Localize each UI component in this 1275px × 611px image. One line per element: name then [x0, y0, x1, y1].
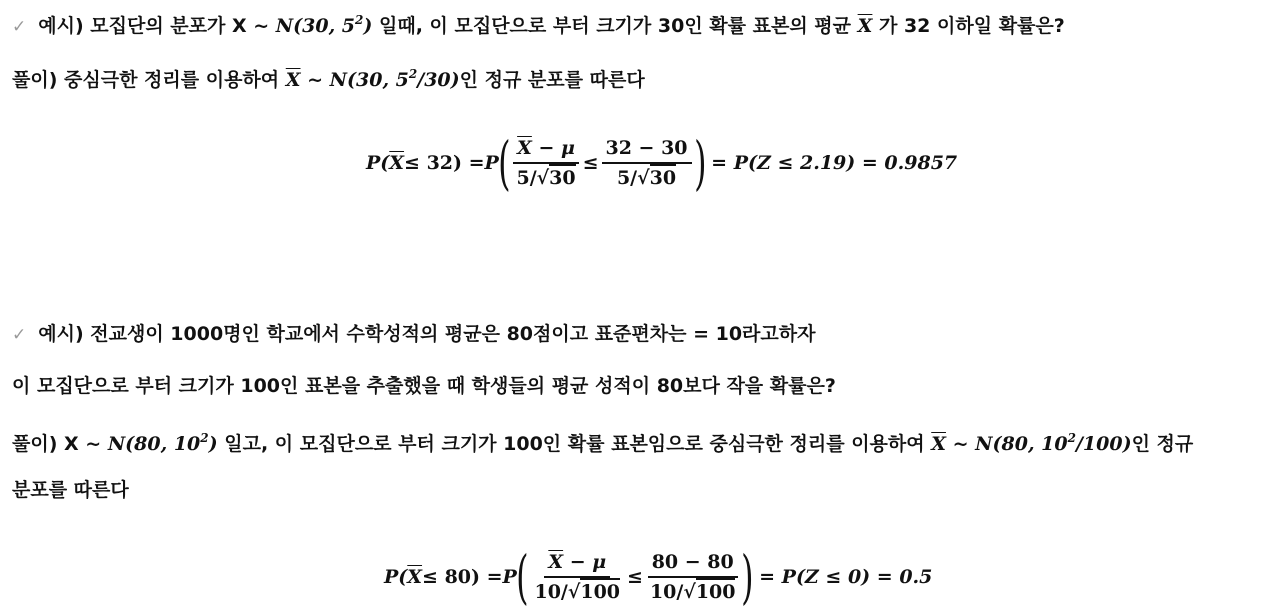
- example-1-distribution: N(30, $5^2$): [275, 13, 373, 37]
- xbar-symbol: $\overline{X}$: [389, 152, 405, 174]
- fraction-values: $\frac{80 - 80}{10/√100}$: [646, 551, 740, 603]
- example-1-end: 가 32 이하일 확률은?: [872, 15, 1065, 37]
- xbar-symbol: $\overline{X}$: [517, 137, 532, 159]
- solution-2-mid: 일고, 이 모집단으로 부터 크기가 100인 확률 표본임으로 중심극한 정리를 이용하여: [217, 433, 932, 455]
- formula-2: P( $\overline{X}$ ≤ 80) = P ( $\frac{\overline{X} - \mu}{10/√100}$ ≤ $\frac{80 - 80}{10/√100}$ ) = P(Z ≤ 0) = 0.5: [384, 543, 933, 611]
- solution-2-prefix: 풀이) X ~: [12, 433, 108, 455]
- formula-1: P( $\overline{X}$ ≤ 32) = P ( $\frac{\overline{X} - \mu}{5/√30}$ ≤ $\frac{32 - 30}{5/√30}$ ) = P(Z ≤ 2.19) = 0.9857: [366, 129, 958, 197]
- example-1-question: [12, 6, 1065, 41]
- leq-symbol: ≤: [627, 566, 643, 588]
- example-1-intro: 예시) 모집단의 분포가 X ~: [38, 15, 276, 37]
- solution-2-sample-distribution: N(80, $10^2/100$): [975, 431, 1132, 455]
- solution-1: [12, 60, 645, 94]
- fraction-standardize: $\frac{\overline{X} - \mu}{5/√30}$: [512, 137, 579, 189]
- formula-1-result: = P(Z ≤ 2.19) = 0.9857: [711, 152, 958, 174]
- xbar-symbol: $\overline{X}$: [407, 566, 423, 588]
- fraction-standardize: $\frac{\overline{X} - \mu}{10/√100}$: [534, 551, 621, 603]
- solution-2: 풀이) X ~ N(80, $10^2$) 일고, 이 모집단으로 부터 크기가 100인 확률 표본임으로 중심극한 정리를 이용하여 $\overline{X}$ ~ N(80, $10^2/100$)인 정규: [12, 431, 1194, 455]
- xbar-symbol: $\overline{X}$: [548, 551, 564, 573]
- solution-1-suffix: 인 정규 분포를 따른다: [459, 69, 645, 91]
- solution-1-distribution: N(30, $5^2/30$): [329, 67, 460, 91]
- right-paren: ): [741, 543, 755, 611]
- tilde: ~: [300, 69, 330, 91]
- left-paren: (: [497, 129, 511, 197]
- solution-2-suffix: 인 정규: [1131, 433, 1194, 455]
- solution-1-prefix: 풀이) 중심극한 정리를 이용하여: [12, 69, 286, 91]
- xbar-symbol: $\overline{X}$: [931, 433, 946, 455]
- leq-symbol: ≤: [582, 152, 599, 174]
- xbar-symbol: $\overline{X}$: [857, 15, 873, 37]
- xbar-symbol: $\overline{X}$: [285, 69, 301, 91]
- solution-2-cont: 분포를 따른다: [12, 479, 129, 501]
- example-1-mid: 일때, 이 모집단으로 부터 크기가 30인 확률 표본의 평균: [372, 15, 858, 37]
- formula-2-result: = P(Z ≤ 0) = 0.5: [759, 566, 933, 588]
- left-paren: (: [515, 543, 529, 611]
- checkmark-icon: ✓: [12, 325, 27, 345]
- right-paren: ): [693, 129, 707, 197]
- example-2-text: 예시) 전교생이 1000명인 학교에서 수학성적의 평균은 80점이고 표준편차는 = 10라고하자: [38, 323, 816, 345]
- example-2-question-cont: 이 모집단으로 부터 크기가 100인 표본을 추출했을 때 학생들의 평균 성적이 80보다 작을 확률은?: [12, 375, 836, 397]
- solution-2-distribution: N(80, $10^2$): [107, 431, 218, 455]
- checkmark-icon: ✓: [12, 17, 27, 37]
- fraction-values: $\frac{32 - 30}{5/√30}$: [602, 137, 692, 189]
- example-2-question: [12, 320, 815, 349]
